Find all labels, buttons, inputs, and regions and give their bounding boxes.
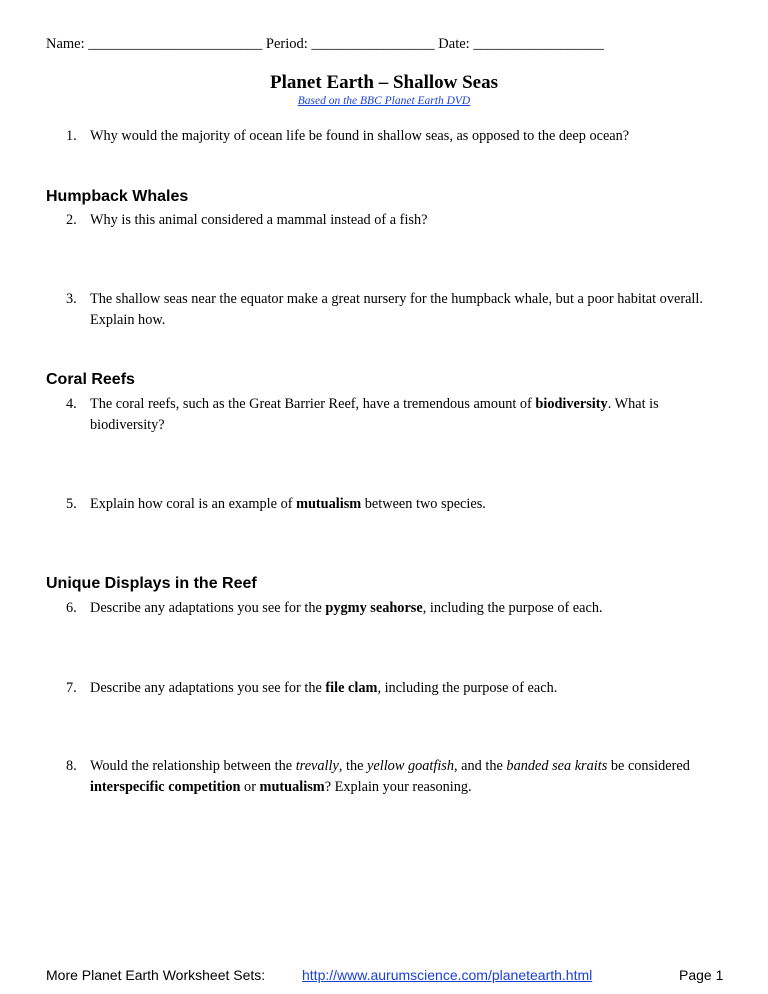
footer-link[interactable]: http://www.aurumscience.com/planetearth.html (302, 967, 593, 983)
section-coral-reefs: Coral Reefs (46, 371, 135, 388)
period-label: Period: (265, 36, 308, 52)
question-7: 7. Describe any adaptations you see for the file clam, including the purpose of each. (66, 680, 558, 696)
date-label: Date: (438, 36, 470, 52)
term-biodiversity: biodiversity (535, 396, 608, 412)
question-8: 8. Would the relationship between the trevally, the yellow goatfish, and the banded sea kraits be considered interspecific competition or mutualism? Explain your reasoning. (66, 758, 690, 795)
section-unique-displays: Unique Displays in the Reef (46, 575, 257, 592)
name-blank[interactable]: ________________________ (88, 36, 263, 52)
question-3: 3. The shallow seas near the equator make a great nursery for the humpback whale, but a poor habitat overall. Explain how. (66, 291, 703, 328)
page-number: Page 1 (679, 967, 724, 983)
question-5: 5. Explain how coral is an example of mutualism between two species. (66, 496, 486, 512)
term-pygmy-seahorse: pygmy seahorse (325, 600, 423, 616)
subtitle (0, 95, 768, 107)
period-blank[interactable]: _________________ (311, 36, 435, 52)
question-6: 6. Describe any adaptations you see for the pygmy seahorse, including the purpose of each. (66, 600, 603, 616)
header-fields (46, 36, 604, 53)
term-mutualism: mutualism (296, 496, 362, 512)
footer-link-container (302, 967, 592, 983)
question-2: 2. Why is this animal considered a mammal instead of a fish? (66, 212, 428, 228)
term-file-clam: file clam (325, 680, 378, 696)
page-title: Planet Earth – Shallow Seas (269, 72, 499, 93)
question-4: 4. The coral reefs, such as the Great Barrier Reef, have a tremendous amount of biodiversity. What is biodiversity? (66, 396, 659, 433)
footer-label: More Planet Earth Worksheet Sets: (46, 967, 266, 983)
name-label: Name: (46, 36, 85, 52)
subtitle-link[interactable]: Based on the BBC Planet Earth DVD (297, 95, 471, 107)
date-blank[interactable]: __________________ (473, 36, 604, 52)
question-1: 1. Why would the majority of ocean life be found in shallow seas, as opposed to the deep ocean? (66, 128, 630, 144)
section-humpback-whales: Humpback Whales (46, 188, 189, 205)
